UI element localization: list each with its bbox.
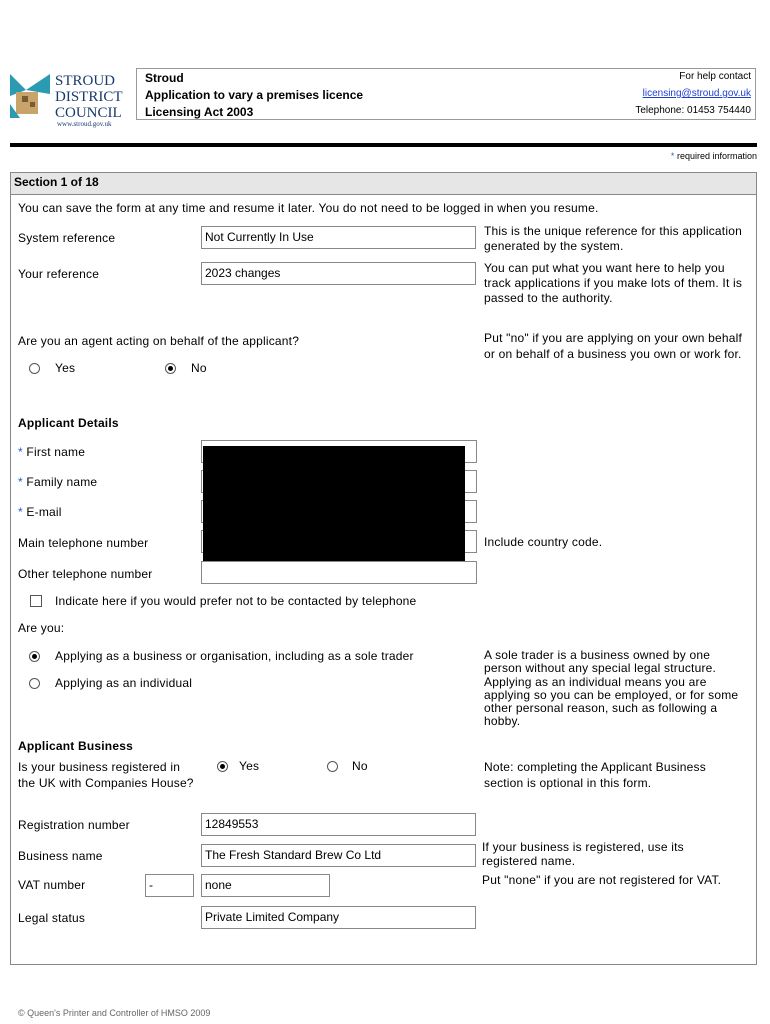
registered-no-label: No [352, 759, 368, 773]
your-reference-help: You can put what you want here to help you track applications if you make lots of them. It is passed to the authority. [484, 261, 743, 305]
required-star: * [18, 475, 23, 489]
no-phone-contact-checkbox[interactable] [30, 595, 42, 607]
header-box [136, 68, 756, 120]
vat-number-input[interactable]: none [201, 874, 330, 897]
system-reference-help: This is the unique reference for this application generated by the system. [484, 224, 742, 253]
vat-prefix-input[interactable]: - [145, 874, 194, 897]
other-phone-label: Other telephone number [18, 567, 153, 581]
agent-yes-label: Yes [55, 361, 76, 375]
registered-yes-label: Yes [239, 759, 260, 773]
help-contact-label: For help contact [679, 71, 751, 82]
help-email-link[interactable]: licensing@stroud.gov.uk [642, 88, 751, 99]
agent-question: Are you an agent acting on behalf of the applicant? [18, 334, 300, 348]
vat-label: VAT number [18, 878, 86, 892]
business-name-help: If your business is registered, use its registered name. [482, 840, 684, 868]
first-name-label [18, 445, 85, 459]
agent-no-label: No [191, 361, 207, 375]
business-name-label: Business name [18, 849, 103, 863]
email-text: E-mail [26, 505, 62, 519]
your-reference-label: Your reference [18, 267, 100, 281]
family-name-text: Family name [26, 475, 98, 489]
system-reference-label: System reference [18, 231, 116, 245]
are-you-label: Are you: [18, 621, 65, 635]
system-reference-input[interactable]: Not Currently In Use [201, 226, 476, 249]
agent-help: Put "no" if you are applying on your own behalf or on behalf of a business you own or work for. [484, 331, 743, 361]
your-reference-input[interactable]: 2023 changes [201, 262, 476, 285]
no-phone-contact-label: Indicate here if you would prefer not to be contacted by telephone [55, 594, 417, 608]
header-divider [10, 143, 757, 147]
page-title: Application to vary a premises licence [145, 88, 364, 102]
logo-line-2: DISTRICT [55, 89, 123, 105]
business-name-input[interactable]: The Fresh Standard Brew Co Ltd [201, 844, 476, 867]
registration-number-label: Registration number [18, 818, 130, 832]
logo-line-3: COUNCIL [55, 105, 122, 121]
required-note [671, 151, 757, 161]
required-star: * [18, 505, 23, 519]
required-note-text: required information [676, 151, 757, 161]
registered-question: Is your business registered in the UK with Companies House? [18, 760, 194, 790]
council-logo [10, 72, 130, 128]
redaction-block [203, 446, 465, 561]
legal-status-label: Legal status [18, 911, 86, 925]
registered-yes-radio[interactable] [217, 761, 228, 772]
business-applicant-label: Applying as a business or organisation, including as a sole trader [55, 649, 414, 663]
council-name: Stroud [145, 71, 184, 85]
legal-status-input[interactable]: Private Limited Company [201, 906, 476, 929]
registration-number-input[interactable]: 12849553 [201, 813, 476, 836]
individual-applicant-radio[interactable] [29, 678, 40, 689]
logo-url: www.stroud.gov.uk [57, 120, 112, 128]
email-label [18, 505, 62, 519]
applicant-business-heading: Applicant Business [18, 739, 133, 753]
other-phone-input[interactable] [201, 561, 477, 584]
required-star: * [670, 151, 675, 161]
family-name-label [18, 475, 97, 489]
required-star: * [18, 445, 23, 459]
help-phone: Telephone: 01453 754440 [635, 105, 751, 116]
section-title: Section 1 of 18 [14, 175, 99, 189]
applicant-details-heading: Applicant Details [18, 416, 119, 430]
council-emblem-icon [10, 74, 50, 118]
agent-no-radio[interactable] [165, 363, 176, 374]
section-intro: You can save the form at any time and resume it later. You do not need to be logged in when you resume. [18, 201, 599, 215]
agent-yes-radio[interactable] [29, 363, 40, 374]
country-code-help: Include country code. [484, 535, 603, 549]
section-header [11, 173, 756, 195]
main-phone-label: Main telephone number [18, 536, 149, 550]
first-name-text: First name [26, 445, 86, 459]
individual-applicant-label: Applying as an individual [55, 676, 193, 690]
logo-line-1: STROUD [55, 73, 116, 89]
sole-trader-help: A sole trader is a business owned by one person without any special legal structure. Applying as an individual means you are applying so you can be employed, or for some other personal reason, such as following a hobby. [484, 648, 739, 729]
licensing-act: Licensing Act 2003 [145, 105, 254, 119]
registered-no-radio[interactable] [327, 761, 338, 772]
vat-help: Put "none" if you are not registered for VAT. [482, 873, 722, 887]
business-optional-note: Note: completing the Applicant Business section is optional in this form. [484, 760, 706, 790]
business-applicant-radio[interactable] [29, 651, 40, 662]
copyright-footer: © Queen's Printer and Controller of HMSO 2009 [18, 1008, 211, 1018]
